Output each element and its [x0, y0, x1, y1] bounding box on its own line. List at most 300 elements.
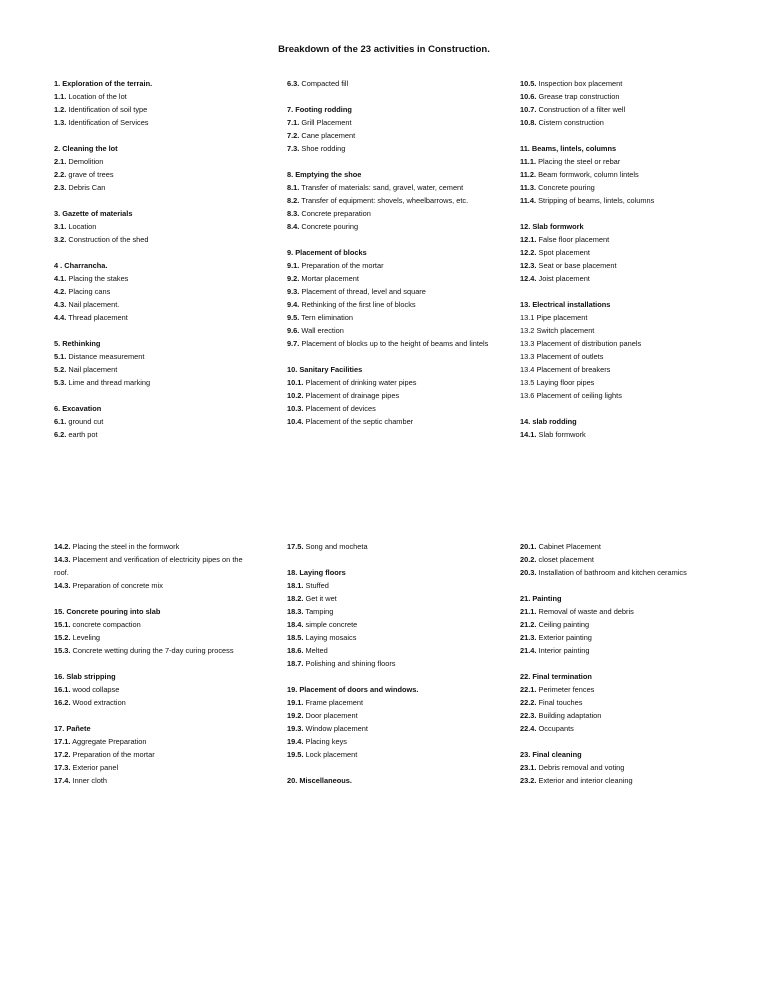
- item-text: simple concrete: [305, 620, 358, 629]
- list-item: [54, 553, 259, 579]
- section-heading: 12. Slab formwork: [520, 222, 584, 231]
- list-item: [287, 298, 492, 311]
- item-number: 17.3.: [54, 763, 71, 772]
- item-text: Cane placement: [301, 131, 356, 140]
- section-heading: 21. Painting: [520, 594, 562, 603]
- item-text: Lock placement: [305, 750, 358, 759]
- list-item: [287, 259, 492, 272]
- item-text: Stripping of beams, lintels, columns: [538, 196, 655, 205]
- item-number: 23.1.: [520, 763, 537, 772]
- item-text: Cistern construction: [538, 118, 604, 127]
- list-item: [54, 363, 269, 376]
- spacer: [520, 657, 725, 670]
- list-item: [54, 181, 269, 194]
- item-text: Concrete wetting during the 7-day curing process: [72, 646, 234, 655]
- item-number: 17.2.: [54, 750, 71, 759]
- item-text: Inspection box placement: [538, 79, 623, 88]
- item-number: 3.2.: [54, 235, 67, 244]
- section-heading: 4 . Charrancha.: [54, 261, 108, 270]
- item-number: 18.6.: [287, 646, 304, 655]
- item-number: 19.1.: [287, 698, 304, 707]
- item-text: Placement of thread, level and square: [301, 287, 426, 296]
- spacer: [54, 709, 259, 722]
- item-text: Placing the stakes: [68, 274, 129, 283]
- item-number: 15.1.: [54, 620, 71, 629]
- item-number: 7.2.: [287, 131, 300, 140]
- column-3-top: [520, 77, 720, 441]
- list-item: [520, 337, 720, 350]
- item-number: 18.1.: [287, 581, 304, 590]
- list-item: [54, 311, 269, 324]
- item-text: Occupants: [538, 724, 574, 733]
- item-text: Identification of soil type: [68, 105, 148, 114]
- item-number: 10.4.: [287, 417, 304, 426]
- item-number: 14.1.: [520, 430, 537, 439]
- list-item: [54, 540, 259, 553]
- section-heading: 19. Placement of doors and windows.: [287, 685, 419, 694]
- item-number: 18.2.: [287, 594, 304, 603]
- item-number: 17.1.: [54, 737, 71, 746]
- item-number: 23.2.: [520, 776, 537, 785]
- item-number: 5.1.: [54, 352, 67, 361]
- item-text: Exterior and interior cleaning: [538, 776, 633, 785]
- item-text: Construction of the shed: [68, 235, 149, 244]
- item-text: Laying mosaics: [305, 633, 357, 642]
- item-text: Wood extraction: [72, 698, 126, 707]
- spacer: [520, 735, 725, 748]
- item-text: Thread placement: [68, 313, 128, 322]
- list-item: [520, 683, 725, 696]
- item-number: 18.3.: [287, 607, 304, 616]
- section-heading: 8. Emptying the shoe: [287, 170, 362, 179]
- list-item: [520, 644, 725, 657]
- section-heading: 17. Pañete: [54, 724, 91, 733]
- item-text: Frame placement: [305, 698, 364, 707]
- item-number: 18.4.: [287, 620, 304, 629]
- list-item: [520, 566, 725, 579]
- item-text: Installation of bathroom and kitchen ceramics: [538, 568, 687, 577]
- spacer: [54, 194, 269, 207]
- item-text: Exterior painting: [538, 633, 592, 642]
- item-text: Distance measurement: [68, 352, 145, 361]
- list-item: [287, 142, 492, 155]
- spacer: [520, 207, 720, 220]
- list-item: [520, 90, 720, 103]
- list-item: [520, 761, 725, 774]
- item-text: Location: [68, 222, 97, 231]
- list-item: [287, 657, 492, 670]
- list-item: [287, 709, 492, 722]
- item-number: 4.1.: [54, 274, 67, 283]
- item-number: 22.4.: [520, 724, 537, 733]
- section-heading: 11. Beams, lintels, columns: [520, 144, 617, 153]
- item-number: 6.3.: [287, 79, 300, 88]
- item-text: Construction of a filter well: [538, 105, 626, 114]
- list-item: [287, 77, 492, 90]
- item-number: 19.4.: [287, 737, 304, 746]
- item-text: Melted: [305, 646, 328, 655]
- list-item: [287, 311, 492, 324]
- item-text: 13.4 Placement of breakers: [520, 365, 611, 374]
- item-text: Placement of the septic chamber: [305, 417, 414, 426]
- item-number: 14.3.: [54, 555, 71, 564]
- section-heading: 18. Laying floors: [287, 568, 346, 577]
- item-text: Transfer of equipment: shovels, wheelbarrows, etc.: [301, 196, 469, 205]
- item-text: Placement of drinking water pipes: [305, 378, 417, 387]
- item-text: earth pot: [68, 430, 98, 439]
- spacer: [520, 579, 725, 592]
- spacer: [54, 246, 269, 259]
- item-text: Spot placement: [538, 248, 590, 257]
- item-number: 18.5.: [287, 633, 304, 642]
- list-item: [54, 376, 269, 389]
- list-item: [54, 761, 259, 774]
- list-item: [287, 722, 492, 735]
- list-item: [287, 285, 492, 298]
- list-item: [287, 592, 492, 605]
- spacer: [520, 285, 720, 298]
- list-item: [520, 103, 720, 116]
- item-number: 1.3.: [54, 118, 67, 127]
- item-text: concrete compaction: [72, 620, 141, 629]
- list-item: [520, 428, 720, 441]
- list-item: [54, 116, 269, 129]
- list-item: [54, 748, 259, 761]
- item-number: 19.2.: [287, 711, 304, 720]
- column-2-top: [287, 77, 492, 428]
- item-text: wood collapse: [72, 685, 120, 694]
- item-number: 3.1.: [54, 222, 67, 231]
- list-item: [54, 415, 269, 428]
- item-text: 13.3 Placement of distribution panels: [520, 339, 642, 348]
- item-number: 2.3.: [54, 183, 67, 192]
- item-text: Preparation of concrete mix: [72, 581, 163, 590]
- item-number: 10.8.: [520, 118, 537, 127]
- list-item: [520, 233, 720, 246]
- item-number: 19.3.: [287, 724, 304, 733]
- list-item: [520, 709, 725, 722]
- list-item: [54, 683, 259, 696]
- list-item: [54, 155, 269, 168]
- list-item: [520, 605, 725, 618]
- item-number: 4.2.: [54, 287, 67, 296]
- item-number: 21.1.: [520, 607, 537, 616]
- item-number: 9.6.: [287, 326, 300, 335]
- list-item: [54, 774, 259, 787]
- item-number: 15.2.: [54, 633, 71, 642]
- list-item: [520, 350, 720, 363]
- item-number: 21.4.: [520, 646, 537, 655]
- list-item: [287, 376, 492, 389]
- item-number: 7.3.: [287, 144, 300, 153]
- item-text: False floor placement: [538, 235, 610, 244]
- spacer: [287, 233, 492, 246]
- section-heading: 13. Electrical installations: [520, 300, 611, 309]
- list-item: [287, 181, 492, 194]
- spacer: [54, 389, 269, 402]
- item-number: 20.2.: [520, 555, 537, 564]
- list-item: [287, 579, 492, 592]
- item-number: 17.4.: [54, 776, 71, 785]
- list-item: [54, 735, 259, 748]
- item-text: Beam formwork, column lintels: [538, 170, 639, 179]
- item-text: Placement of drainage pipes: [305, 391, 400, 400]
- list-item: [287, 129, 492, 142]
- list-item: [520, 618, 725, 631]
- list-item: [520, 168, 720, 181]
- spacer: [287, 350, 492, 363]
- item-text: Mortar placement: [301, 274, 359, 283]
- section-heading: 5. Rethinking: [54, 339, 101, 348]
- item-number: 2.1.: [54, 157, 67, 166]
- section-heading: 1. Exploration of the terrain.: [54, 79, 153, 88]
- list-item: [54, 631, 259, 644]
- item-text: Preparation of the mortar: [301, 261, 384, 270]
- list-item: [520, 363, 720, 376]
- item-text: 13.1 Pipe placement: [520, 313, 588, 322]
- section-heading: 6. Excavation: [54, 404, 102, 413]
- list-item: [520, 389, 720, 402]
- item-text: Inner cloth: [72, 776, 108, 785]
- list-item: [287, 605, 492, 618]
- list-item: [54, 233, 269, 246]
- item-text: 13.3 Placement of outlets: [520, 352, 604, 361]
- section-heading: 14. slab rodding: [520, 417, 577, 426]
- item-number: 12.2.: [520, 248, 537, 257]
- item-number: 4.3.: [54, 300, 67, 309]
- section-heading: 3. Gazette of materials: [54, 209, 133, 218]
- item-text: Tamping: [305, 607, 334, 616]
- section-heading: 20. Miscellaneous.: [287, 776, 352, 785]
- item-text: Grill Placement: [301, 118, 352, 127]
- item-number: 8.4.: [287, 222, 300, 231]
- list-item: [520, 696, 725, 709]
- item-number: 9.1.: [287, 261, 300, 270]
- list-item: [520, 246, 720, 259]
- item-number: 10.3.: [287, 404, 304, 413]
- item-number: 10.2.: [287, 391, 304, 400]
- item-number: 19.5.: [287, 750, 304, 759]
- item-text: Lime and thread marking: [68, 378, 151, 387]
- item-number: 11.2.: [520, 170, 537, 179]
- list-item: [520, 259, 720, 272]
- item-text: Aggregate Preparation: [72, 737, 147, 746]
- list-item: [287, 194, 492, 207]
- item-number: 9.4.: [287, 300, 300, 309]
- section-heading: 23. Final cleaning: [520, 750, 582, 759]
- list-item: [54, 618, 259, 631]
- list-item: [520, 272, 720, 285]
- item-text: Final touches: [538, 698, 583, 707]
- spacer: [287, 670, 492, 683]
- list-item: [54, 696, 259, 709]
- list-item: [54, 298, 269, 311]
- list-item: [54, 90, 269, 103]
- spacer: [287, 761, 492, 774]
- list-item: [287, 207, 492, 220]
- spacer: [287, 553, 492, 566]
- item-number: 20.3.: [520, 568, 537, 577]
- item-text: Wall erection: [301, 326, 344, 335]
- item-number: 12.4.: [520, 274, 537, 283]
- section-heading: 10. Sanitary Facilities: [287, 365, 363, 374]
- page-title: Breakdown of the 23 activities in Construction.: [278, 44, 490, 55]
- item-text: Concrete preparation: [301, 209, 371, 218]
- item-number: 16.1.: [54, 685, 71, 694]
- list-item: [520, 324, 720, 337]
- item-text: Rethinking of the first line of blocks: [301, 300, 416, 309]
- item-text: Window placement: [305, 724, 368, 733]
- list-item: [520, 77, 720, 90]
- item-text: Concrete pouring: [301, 222, 359, 231]
- item-text: Ceiling painting: [538, 620, 590, 629]
- list-item: [287, 324, 492, 337]
- item-number: 9.2.: [287, 274, 300, 283]
- list-item: [287, 696, 492, 709]
- spacer: [287, 155, 492, 168]
- list-item: [520, 553, 725, 566]
- item-text: Nail placement: [68, 365, 118, 374]
- list-item: [520, 311, 720, 324]
- item-number: 11.3.: [520, 183, 537, 192]
- list-item: [54, 644, 259, 657]
- spacer: [54, 129, 269, 142]
- item-text: closet placement: [538, 555, 594, 564]
- item-number: 11.4.: [520, 196, 537, 205]
- item-number: 15.3.: [54, 646, 71, 655]
- item-number: 10.7.: [520, 105, 537, 114]
- item-number: 18.7.: [287, 659, 304, 668]
- item-number: 9.3.: [287, 287, 300, 296]
- spacer: [54, 324, 269, 337]
- item-number: 6.1.: [54, 417, 67, 426]
- list-item: [287, 748, 492, 761]
- item-number: 9.5.: [287, 313, 300, 322]
- item-text: Removal of waste and debris: [538, 607, 634, 616]
- list-item: [54, 220, 269, 233]
- list-item: [287, 220, 492, 233]
- item-number: 10.1.: [287, 378, 304, 387]
- list-item: [54, 272, 269, 285]
- item-text: 13.6 Placement of ceiling lights: [520, 391, 622, 400]
- item-text: Leveling: [72, 633, 101, 642]
- item-number: 6.2.: [54, 430, 67, 439]
- list-item: [287, 116, 492, 129]
- list-item: [520, 540, 725, 553]
- item-text: Get it wet: [305, 594, 337, 603]
- item-text: 13.2 Switch placement: [520, 326, 595, 335]
- list-item: [287, 618, 492, 631]
- spacer: [54, 592, 259, 605]
- list-item: [287, 272, 492, 285]
- item-text: Shoe rodding: [301, 144, 346, 153]
- item-text: Tern elimination: [301, 313, 354, 322]
- list-item: [287, 735, 492, 748]
- item-text: Stuffed: [305, 581, 329, 590]
- item-number: 21.2.: [520, 620, 537, 629]
- column-1-top: [54, 77, 269, 441]
- item-text: Nail placement.: [68, 300, 120, 309]
- item-number: 21.3.: [520, 633, 537, 642]
- list-item: [54, 103, 269, 116]
- item-text: Placing cans: [68, 287, 111, 296]
- section-heading: 15. Concrete pouring into slab: [54, 607, 161, 616]
- item-number: 9.7.: [287, 339, 300, 348]
- section-heading: 22. Final termination: [520, 672, 592, 681]
- item-number: 20.1.: [520, 542, 537, 551]
- spacer: [287, 90, 492, 103]
- list-item: [287, 644, 492, 657]
- list-item: [287, 631, 492, 644]
- item-text: Placing the steel in the formwork: [72, 542, 180, 551]
- section-heading: 2. Cleaning the lot: [54, 144, 118, 153]
- item-text: 13.5 Laying floor pipes: [520, 378, 595, 387]
- item-text: Debris Can: [68, 183, 106, 192]
- item-number: 22.3.: [520, 711, 537, 720]
- item-number: 5.2.: [54, 365, 67, 374]
- item-text: grave of trees: [68, 170, 114, 179]
- item-text: Interior painting: [538, 646, 590, 655]
- item-text: Grease trap construction: [538, 92, 620, 101]
- column-1-bottom: [54, 540, 259, 787]
- list-item: [287, 415, 492, 428]
- item-number: 1.2.: [54, 105, 67, 114]
- item-text: Joist placement: [538, 274, 590, 283]
- column-3-bottom: [520, 540, 725, 787]
- list-item: [287, 389, 492, 402]
- item-text: Exterior panel: [72, 763, 119, 772]
- item-number: 1.1.: [54, 92, 67, 101]
- item-text: Perimeter fences: [538, 685, 595, 694]
- item-number: 16.2.: [54, 698, 71, 707]
- spacer: [520, 402, 720, 415]
- item-text: Cabinet Placement: [538, 542, 601, 551]
- item-text: Placement and verification of electricity pipes on the roof.: [54, 555, 243, 577]
- item-number: 2.2.: [54, 170, 67, 179]
- item-text: Location of the lot: [68, 92, 127, 101]
- item-number: 8.1.: [287, 183, 300, 192]
- section-heading: 9. Placement of blocks: [287, 248, 367, 257]
- item-text: Door placement: [305, 711, 358, 720]
- list-item: [54, 579, 259, 592]
- item-text: ground cut: [68, 417, 104, 426]
- item-text: Compacted fill: [301, 79, 349, 88]
- item-text: Seat or base placement: [538, 261, 617, 270]
- list-item: [54, 168, 269, 181]
- list-item: [54, 428, 269, 441]
- list-item: [287, 540, 492, 553]
- item-text: Preparation of the mortar: [72, 750, 155, 759]
- list-item: [520, 631, 725, 644]
- list-item: [520, 376, 720, 389]
- list-item: [520, 774, 725, 787]
- section-heading: 7. Footing rodding: [287, 105, 352, 114]
- column-2-bottom: [287, 540, 492, 787]
- item-number: 10.5.: [520, 79, 537, 88]
- spacer: [520, 129, 720, 142]
- item-text: Slab formwork: [538, 430, 586, 439]
- item-text: Placement of blocks up to the height of beams and lintels: [301, 339, 489, 348]
- item-text: Building adaptation: [538, 711, 602, 720]
- list-item: [54, 350, 269, 363]
- list-item: [287, 402, 492, 415]
- item-number: 11.1.: [520, 157, 537, 166]
- item-number: 5.3.: [54, 378, 67, 387]
- item-number: 17.5.: [287, 542, 304, 551]
- item-number: 4.4.: [54, 313, 67, 322]
- item-text: Demolition: [68, 157, 104, 166]
- list-item: [520, 181, 720, 194]
